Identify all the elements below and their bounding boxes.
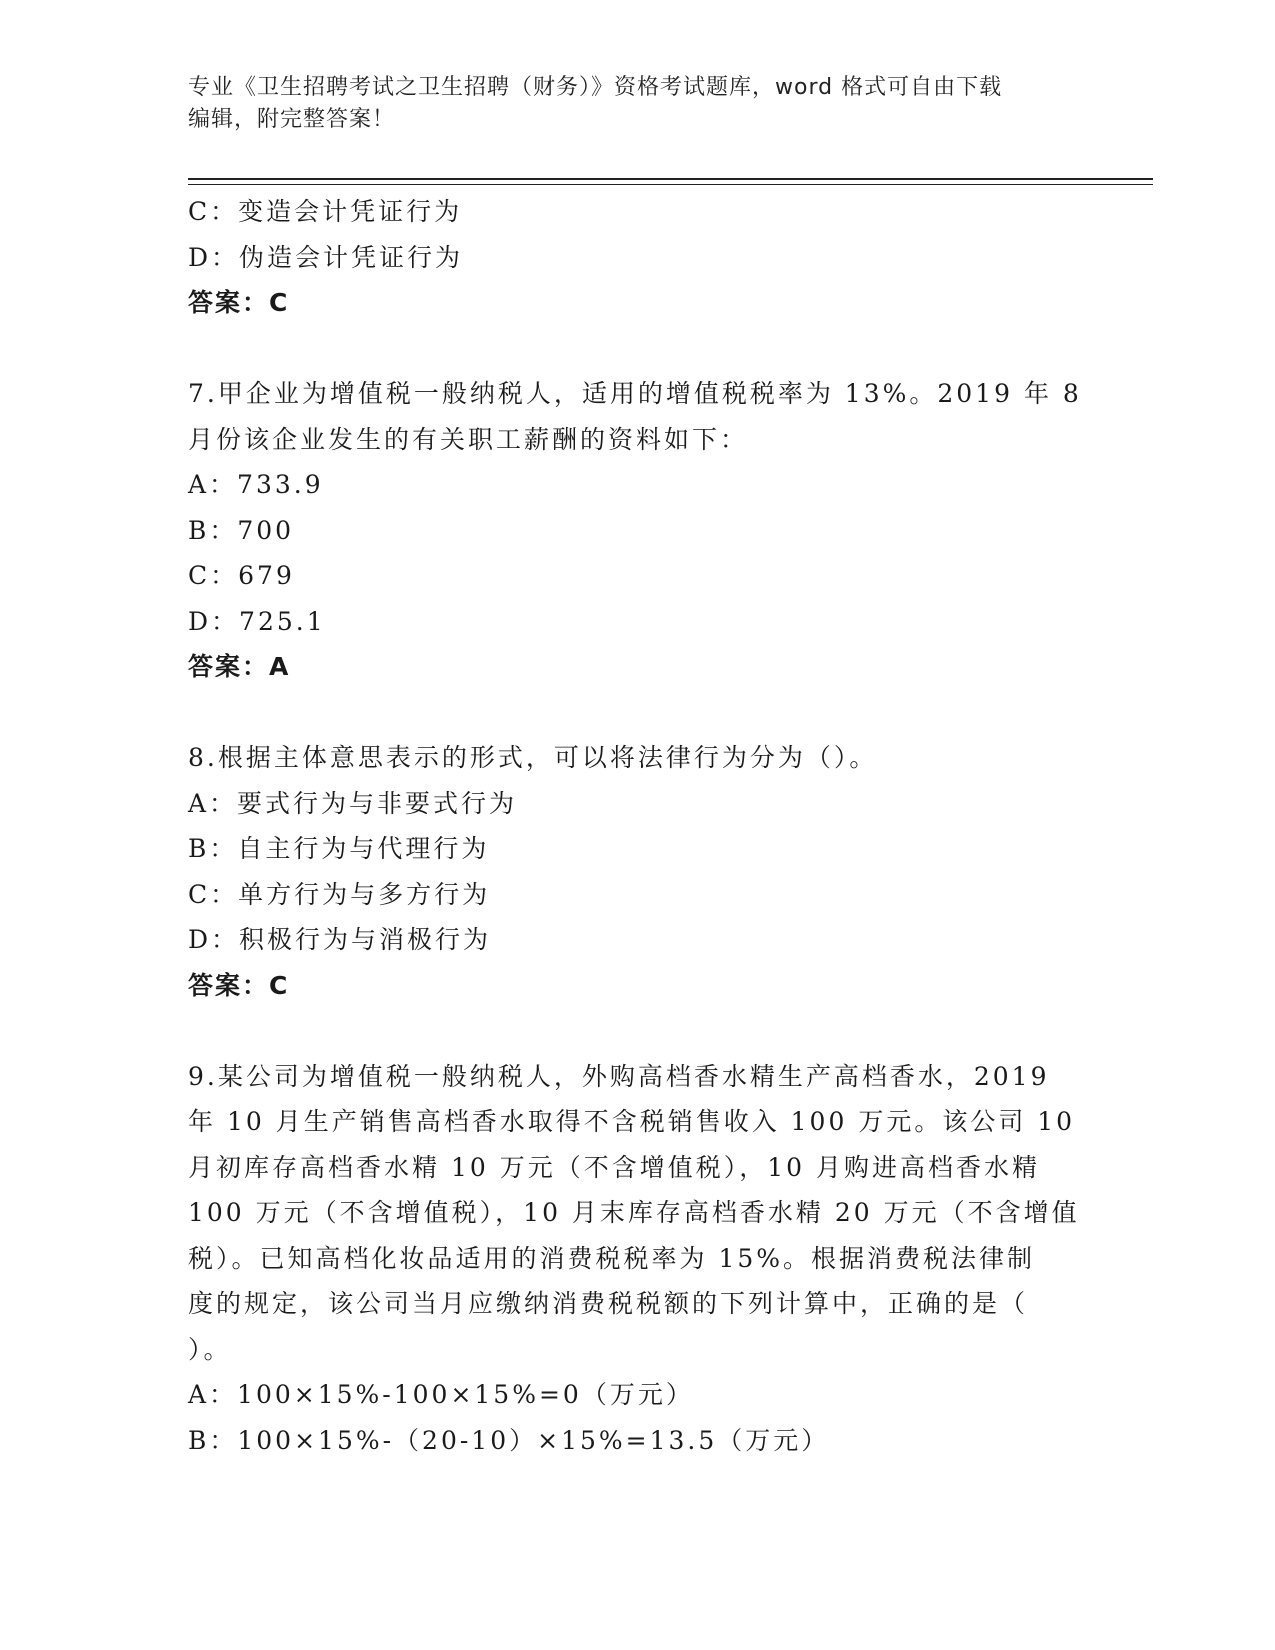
option-a: A：733.9 — [188, 470, 324, 499]
question-stem: 度的规定，该公司当月应缴纳消费税税额的下列计算中，正确的是（ — [188, 1289, 1029, 1318]
spacer — [188, 1008, 1088, 1054]
option-d: D：伪造会计凭证行为 — [188, 242, 464, 272]
header-line-1: 专业《卫生招聘考试之卫生招聘（财务）》资格考试题库，word 格式可自由下载 — [188, 75, 1003, 100]
header-divider-thick — [188, 178, 1153, 180]
option-a: A：100×15%-100×15%=0（万元） — [188, 1380, 694, 1409]
document-header — [188, 72, 1068, 136]
option-c: C：变造会计凭证行为 — [188, 197, 463, 226]
question-7 — [188, 371, 1088, 690]
question-stem: 100 万元（不含增值税），10 月末库存高档香水精 20 万元（不含增值 — [188, 1198, 1080, 1227]
header-divider-thin — [188, 184, 1153, 185]
option-a: A：要式行为与非要式行为 — [188, 788, 518, 818]
option-d: D：725.1 — [188, 606, 326, 636]
answer-label: 答案：C — [188, 970, 290, 1000]
question-stem: 8.根据主体意思表示的形式，可以将法律行为分为（）。 — [188, 743, 878, 772]
answer-label: 答案：A — [188, 652, 291, 681]
option-b: B：700 — [188, 515, 295, 545]
option-c: C：679 — [188, 561, 295, 590]
question-8 — [188, 735, 1088, 1008]
question-stem: 9.某公司为增值税一般纳税人，外购高档香水精生产高档香水，2019 — [188, 1061, 1050, 1091]
question-6 — [188, 189, 1088, 326]
option-b: B：自主行为与代理行为 — [188, 834, 490, 863]
spacer — [188, 326, 1088, 372]
spacer — [188, 690, 1088, 736]
question-stem: 年 10 月生产销售高档香水取得不含税销售收入 100 万元。该公司 10 — [188, 1107, 1076, 1136]
option-d: D：积极行为与消极行为 — [188, 925, 492, 954]
question-stem: 税）。已知高档化妆品适用的消费税税率为 15%。根据消费税法律制 — [188, 1243, 1036, 1273]
question-stem: 7.甲企业为增值税一般纳税人，适用的增值税税率为 13%。2019 年 8 — [188, 379, 1082, 408]
option-b: B：100×15%-（20-10）×15%=13.5（万元） — [188, 1425, 830, 1455]
header-line-2: 编辑，附完整答案！ — [188, 107, 396, 132]
question-stem: 月份该企业发生的有关职工薪酬的资料如下： — [188, 424, 749, 454]
option-c: C：单方行为与多方行为 — [188, 879, 491, 909]
question-stem: ）。 — [188, 1334, 232, 1364]
question-stem: 月初库存高档香水精 10 万元（不含增值税），10 月购进高档香水精 — [188, 1152, 1040, 1182]
question-list — [188, 189, 1088, 1463]
answer-label: 答案：C — [188, 288, 290, 317]
question-9 — [188, 1054, 1088, 1464]
